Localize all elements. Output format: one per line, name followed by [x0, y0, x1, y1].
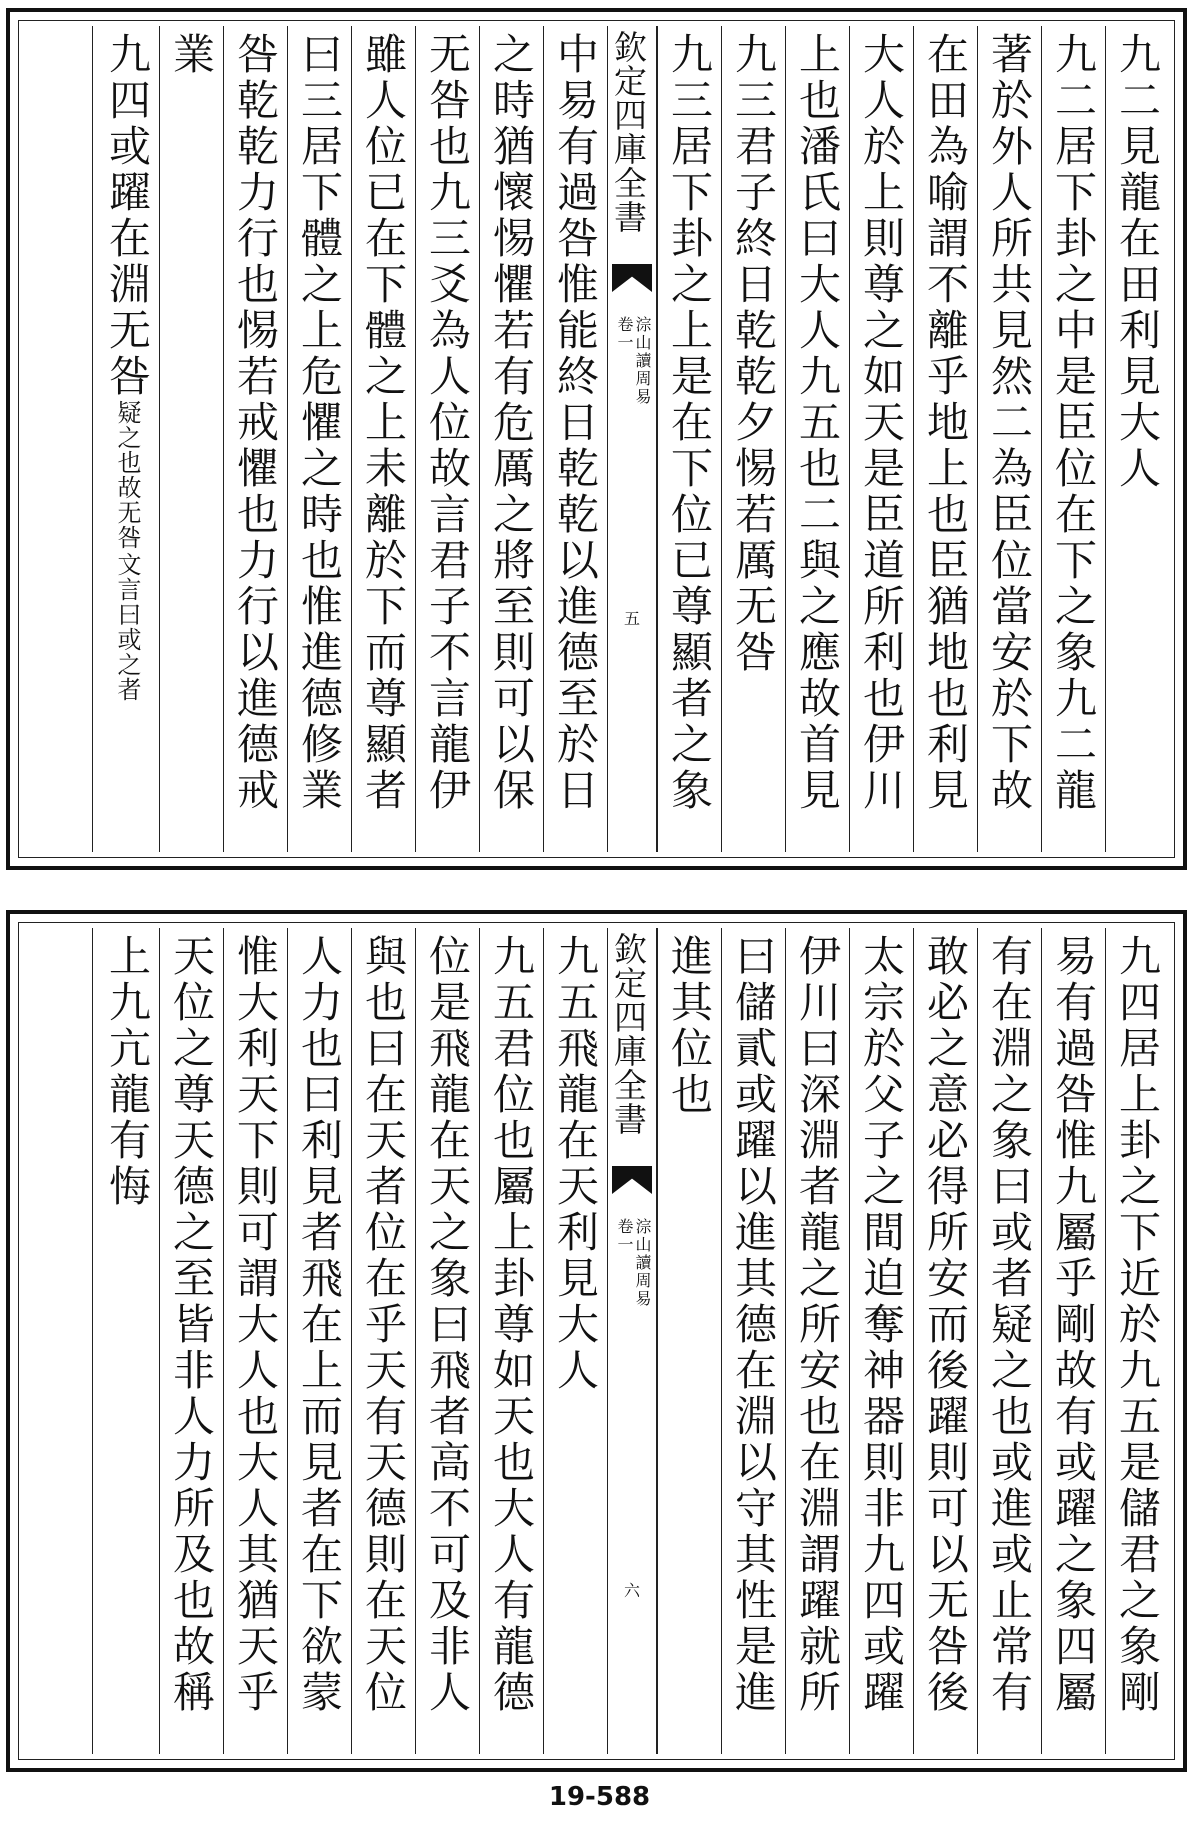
text-column: 敢必之意必得所安而後躍則可以无咎後	[913, 928, 977, 1754]
text-column-with-note	[92, 928, 159, 1754]
volume-label: 卷一	[615, 316, 634, 352]
lower-text-frame	[24, 928, 1169, 1754]
text-column: 惟大利天下則可謂大人也大人其猶天乎	[223, 928, 287, 1754]
text-column: 九二居下卦之中是臣位在下之象九二龍	[1041, 26, 1105, 852]
text-column-with-note	[92, 26, 159, 852]
text-column: 曰三居下體之上危懼之時也惟進德修業	[287, 26, 351, 852]
text-column: 之時猶懷惕懼若有危厲之將至則可以保	[479, 26, 543, 852]
text-column: 進其位也	[657, 928, 721, 1754]
column-main-text: 上九亢龍有悔	[103, 934, 152, 1210]
text-column: 位是飛龍在天之象曰飛者高不可及非人	[415, 928, 479, 1754]
text-column: 著於外人所共見然二為臣位當安於下故	[977, 26, 1041, 852]
upper-text-frame	[24, 26, 1169, 852]
upper-folio-page	[6, 8, 1187, 870]
annotation-note	[111, 400, 143, 702]
folio-page-number: 五	[623, 609, 640, 628]
text-column: 九五君位也屬上卦尊如天也大人有龍德	[479, 928, 543, 1754]
text-column: 太宗於父子之間迫奪神器則非九四或躍	[849, 928, 913, 1754]
text-column: 大人於上則尊之如天是臣道所利也伊川	[849, 26, 913, 852]
annotation-line-right: 文言曰或之者	[113, 552, 141, 702]
folio-page-number: 六	[623, 1581, 640, 1600]
text-column: 有在淵之象曰或者疑之也或進或止常有	[977, 928, 1041, 1754]
text-column: 天位之尊天德之至皆非人力所及也故稱	[159, 928, 223, 1754]
text-column: 在田為喻謂不離乎地上也臣猶地也利見	[913, 26, 977, 852]
fish-tail-mark	[612, 264, 652, 292]
text-column: 中易有過咎惟能終日乾乾以進德至於日	[543, 26, 607, 852]
book-title: 欽定四庫全書	[609, 30, 648, 234]
text-column: 九五飛龍在天利見大人	[543, 928, 607, 1754]
text-column: 業	[159, 26, 223, 852]
volume-label: 卷一	[615, 1218, 634, 1254]
text-column: 九四居上卦之下近於九五是儲君之象剛	[1105, 928, 1169, 1754]
text-column: 曰儲貳或躍以進其德在淵以守其性是進	[721, 928, 785, 1754]
lower-folio-page	[6, 910, 1187, 1772]
center-fold-strip	[607, 928, 657, 1754]
column-main-text: 九四或躍在淵无咎	[103, 32, 152, 400]
center-fold-strip	[607, 26, 657, 852]
text-column: 易有過咎惟九屬乎剛故有或躍之象四屬	[1041, 928, 1105, 1754]
book-title: 欽定四庫全書	[609, 932, 648, 1136]
annotation-line-left: 疑之也故无咎	[113, 400, 141, 550]
book-subtitle: 淙山讀周易	[633, 316, 652, 406]
text-column: 上也潘氏曰大人九五也二與之應故首見	[785, 26, 849, 852]
text-column: 與也曰在天者位在乎天有天德則在天位	[351, 928, 415, 1754]
text-column: 伊川曰深淵者龍之所安也在淵謂躍就所	[785, 928, 849, 1754]
text-column: 雖人位已在下體之上未離於下而尊顯者	[351, 26, 415, 852]
text-column: 无咎也九三爻為人位故言君子不言龍伊	[415, 26, 479, 852]
fish-tail-mark	[612, 1166, 652, 1194]
text-column: 九二見龍在田利見大人	[1105, 26, 1169, 852]
text-column: 咎乾乾力行也惕若戒懼也力行以進德戒	[223, 26, 287, 852]
text-column: 人力也曰利見者飛在上而見者在下欲蒙	[287, 928, 351, 1754]
volume-page-number: 19-588	[548, 1782, 651, 1812]
text-column: 九三居下卦之上是在下位已尊顯者之象	[657, 26, 721, 852]
text-column: 九三君子終日乾乾夕惕若厲无咎	[721, 26, 785, 852]
book-subtitle: 淙山讀周易	[633, 1218, 652, 1308]
